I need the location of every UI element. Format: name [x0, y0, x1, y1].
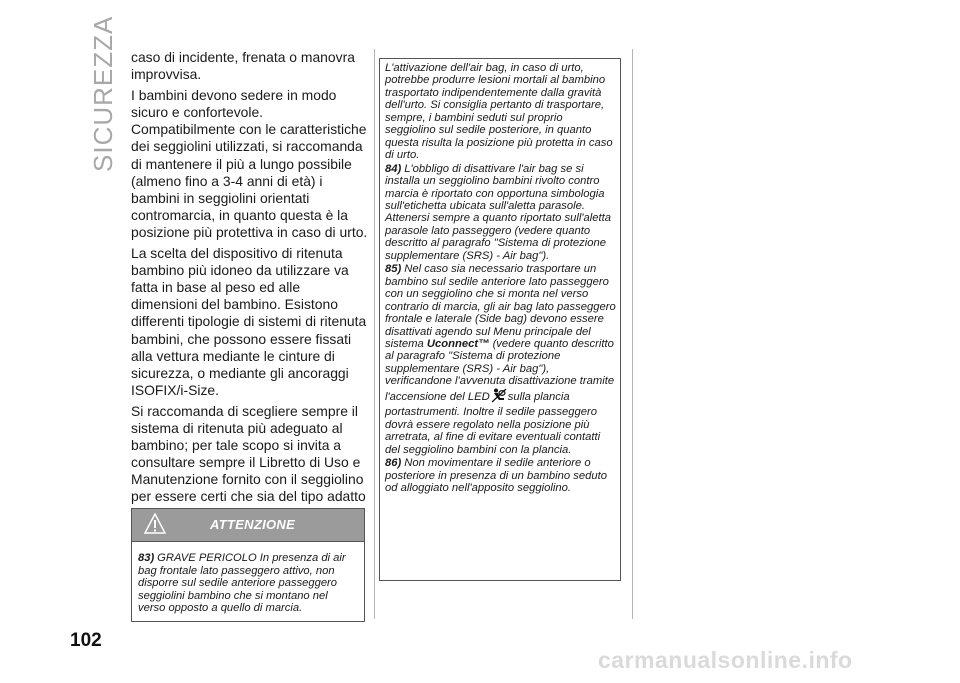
column-divider — [374, 49, 375, 619]
intro-note: L'attivazione dell'air bag, in caso di urto, potrebbe produrre lesioni mortali al bambino trasportato indipendentemente dalla gravità dell'urto. Si consiglia pertanto di trasportare, sempre, i bambini seduti sul proprio seggiolino sul sedile posteriore, in quanto questa risulta la posizione più protetta in caso di urto. — [385, 62, 613, 162]
note-item-85 — [385, 263, 616, 456]
note-text: (vedere quanto descritto al paragrafo "Sistema di protezione supplementare (SRS) - Air bag"), verificandone l'avvenuta disattivazione tramite l'accensione del LED — [385, 337, 615, 403]
note-text: sulla plancia portastrumenti. Inoltre il sedile passeggero dovrà essere regolato nella posizione più arretrata, al fine di evitare eventuali contatti del seggiolino bambini con la plancia. — [385, 390, 601, 456]
section-title: SICUREZZA — [88, 15, 118, 172]
note-item-84 — [385, 163, 616, 263]
paragraph: Si raccomanda di scegliere sempre il sistema di ritenuta più adeguato al bambino; per tale scopo si invita a consultare sempre il Libretto di Uso e Manutenzione fornito con il seggiolino per essere certi che sia del tipo adatto — [131, 402, 366, 505]
note-text: L'obbligo di disattivare l'air bag se si installa un seggiolino bambini rivolto contro marcia è riportato con opportuna simbologia sull'etichetta ubicata sull'aletta parasole. Attenersi sempre a quanto riportato sull'aletta parasole lato passeggero (vedere quanto descritto al paragrafo "Sistema di protezione supplementare (SRS) - Air bag"). — [385, 162, 612, 262]
paragraph: caso di incidente, frenata o manovra improvvisa. — [131, 49, 355, 83]
item-number: 85) — [385, 263, 402, 276]
warning-triangle-icon — [144, 513, 166, 540]
warning-text: GRAVE PERICOLO In presenza di air bag frontale lato passeggero attivo, non disporre sul sedile anteriore passeggero seggiolini bambino che si montano nel verso opposto a quello di marcia. — [138, 552, 346, 615]
paragraph: La scelta del dispositivo di ritenuta bambino più idoneo da utilizzare va fatta in base al peso ed alle dimensioni del bambino. Esistono differenti tipologie di sistemi di ritenuta bambini, che possono essere fissati alla vettura mediante le cinture di sicurezza, o mediante gli ancoraggi ISOFIX/i-Size. — [131, 245, 367, 398]
watermark: carmanualsonline.info — [598, 647, 853, 673]
warning-box — [131, 508, 365, 622]
warning-header — [132, 509, 364, 542]
note-item-86 — [385, 457, 616, 494]
warning-notes-box — [379, 58, 621, 581]
main-text-column — [131, 49, 369, 527]
column-divider — [632, 49, 633, 619]
warning-body — [132, 542, 364, 615]
paragraph: I bambini devono sedere in modo sicuro e confortevole. Compatibilmente con le caratteristiche dei seggiolini utilizzati, si raccomanda di mantenere il più a lungo possibile (almeno fino a 3-4 anni di età) i bambini in seggiolini orientati contromarcia, in quanto questa è la posizione più protettiva in caso di urto. — [131, 87, 368, 240]
item-number: 84) — [385, 162, 402, 175]
warning-title: ATTENZIONE — [210, 517, 296, 532]
page-number: 102 — [70, 630, 102, 651]
note-text: Nel caso sia necessario trasportare un bambino sul sedile anteriore lato passeggero con un seggiolino che si monta nel verso contrario di marcia, gli air bag lato passeggero frontale e laterale (Side bag) devono essere disattivati agendo sul Menu principale del sistema — [385, 263, 616, 350]
uconnect-label: Uconnect™ — [426, 337, 490, 350]
note-text: Non movimentare il sedile anteriore o posteriore in presenza di un bambino seduto od alloggiato nell'apposito seggiolino. — [385, 457, 608, 494]
airbag-off-icon — [491, 388, 507, 406]
item-number: 83) — [138, 552, 155, 564]
item-number: 86) — [385, 457, 402, 470]
